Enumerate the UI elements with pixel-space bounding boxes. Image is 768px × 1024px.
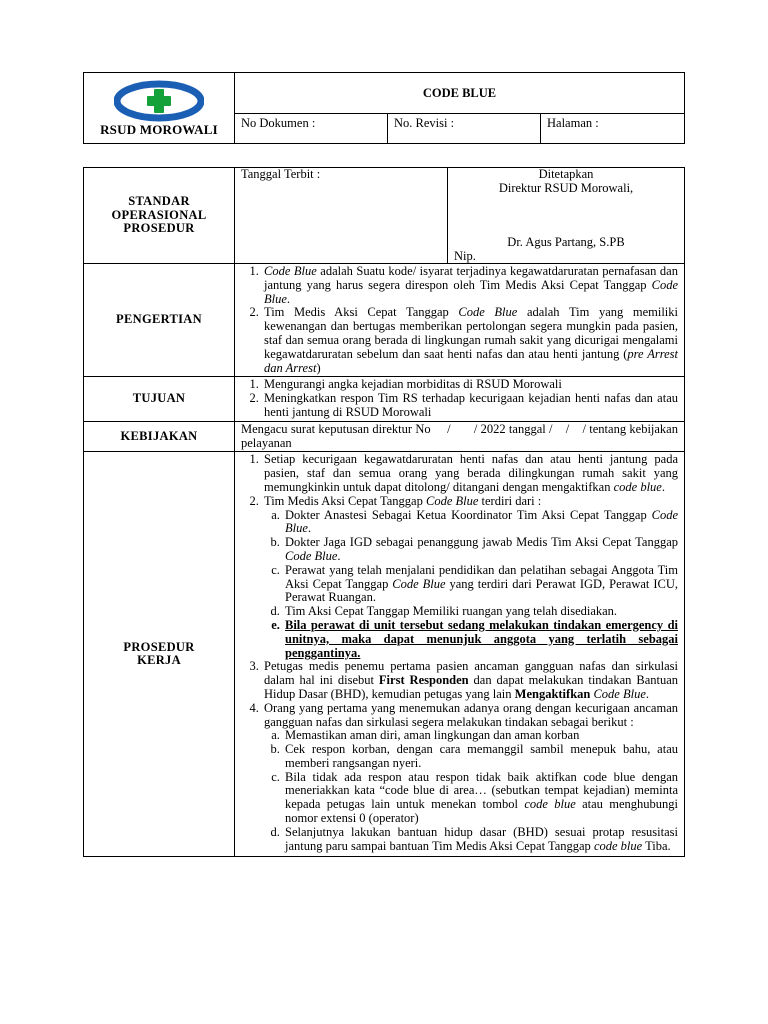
sub-list-item: b. Cek respon korban, dengan cara memanggil sambil menepuk bahu, atau memberi rangsangan nyeri. <box>283 743 678 771</box>
sub-list-item: c. Bila tidak ada respon atau respon tidak baik aktifkan code blue dengan meneriakkan kata “code blue di area… (sebutkan tempat kejadian) meminta kepada petugas lain untuk menekan tombol code blue atau menghubungi nomor extensi 0 (operator) <box>283 771 678 826</box>
nip-label: Nip. <box>454 249 476 263</box>
tujuan-row <box>84 377 685 421</box>
sop-row <box>84 168 685 264</box>
sub-list-item: b. Dokter Jaga IGD sebagai penanggung jawab Medis Tim Aksi Cepat Tanggap Code Blue. <box>283 536 678 564</box>
hospital-logo-icon <box>114 80 204 122</box>
ditetapkan-label: Ditetapkan <box>538 167 594 181</box>
tanggal-terbit-cell <box>235 168 448 264</box>
sop-label-line: OPERASIONAL <box>111 207 207 222</box>
pengertian-content <box>235 264 685 377</box>
tujuan-label: TUJUAN <box>84 377 235 421</box>
list-item: 3. Petugas medis penemu pertama pasien ancaman gangguan nafas dan sirkulasi dalam hal ini disebut First Responden dan dapat melakukan tindakan Bantuan Hidup Dasar (BHD), kemudian petugas yang lain Mengaktifkan Code Blue. <box>262 660 678 701</box>
sop-label-line: PROSEDUR <box>123 221 195 236</box>
kebijakan-label: KEBIJAKAN <box>84 421 235 452</box>
hospital-name: RSUD MOROWALI <box>100 122 218 137</box>
prosedur-row <box>84 452 685 857</box>
no-dokumen-field: No Dokumen : <box>235 114 388 144</box>
prosedur-label <box>84 452 235 857</box>
tanggal-terbit: Tanggal Terbit : <box>241 167 321 181</box>
kebijakan-content: Mengacu surat keputusan direktur No / / 2022 tanggal / / / tentang kebijakan pelayanan <box>235 421 685 452</box>
sub-list-item: d. Tim Aksi Cepat Tanggap Memiliki ruangan yang telah disediakan. <box>283 605 678 619</box>
document-header <box>83 72 685 144</box>
list-item: 1. Setiap kecurigaan kegawatdaruratan henti nafas dan atau henti jantung pada pasien, staf dan semua orang yang berada dilingkungan rumah sakit yang memungkinkin untuk dapat ditolong/ ditangani dengan mengaktifkan code blue. <box>262 453 678 494</box>
direktur-title: Direktur RSUD Morowali, <box>498 180 634 195</box>
prosedur-content <box>235 452 685 857</box>
pengertian-label: PENGERTIAN <box>84 264 235 377</box>
sub-list-item-emphasized: e. Bila perawat di unit tersebut sedang melakukan tindakan emergency di unitnya, maka dapat menunjuk anggota yang terlatih sebagai penggantinya. <box>283 619 678 660</box>
list-item: 1. Mengurangi angka kejadian morbiditas di RSUD Morowali <box>262 378 678 392</box>
halaman-field: Halaman : <box>541 114 685 144</box>
list-item: 4. Orang yang pertama yang menemukan adanya orang dengan kecurigaan ancaman gangguan nafas dan sirkulasi segera melakukan tindakan sebagai berikut : a. Memastikan aman diri, aman lingkungan dan aman korban b. Cek respon korban, dengan cara memanggil sambil menepuk bahu, atau memberi rangsangan nyeri. c. Bila tidak ada respon atau respon tidak baik aktifkan code blue dengan meneriakkan kata “code blue di area… (sebutkan tempat kejadian) meminta kepada petugas lain untuk menekan tombol code blue atau menghubungi nomor extensi 0 (operator) d. Selanjutnya lakukan bantuan hidup dasar (BHD) sesuai protap resusitasi jantung paru sampai bantuan Tim Medis Aksi Cepat Tanggap code blue Tiba. <box>262 702 678 854</box>
sub-list-item: d. Selanjutnya lakukan bantuan hidup dasar (BHD) sesuai protap resusitasi jantung paru sampai bantuan Tim Medis Aksi Cepat Tanggap code blue Tiba. <box>283 826 678 854</box>
sub-list-item: a. Memastikan aman diri, aman lingkungan dan aman korban <box>283 729 678 743</box>
pengertian-row <box>84 264 685 377</box>
sop-table <box>83 167 685 857</box>
no-revisi-field: No. Revisi : <box>388 114 541 144</box>
list-item: 1. Code Blue adalah Suatu kode/ isyarat terjadinya kegawatdaruratan pernafasan dan jantung yang harus segera direspon oleh Tim Medis Aksi Cepat Tanggap Code Blue. <box>262 265 678 306</box>
document-title: CODE BLUE <box>235 73 685 114</box>
list-item: 2. Meningkatkan respon Tim RS terhadap kecurigaan kejadian henti nafas dan atau henti jantung di RSUD Morowali <box>262 392 678 420</box>
signatory-name: Dr. Agus Partang, S.PB <box>507 235 625 249</box>
list-item: 2. Tim Medis Aksi Cepat Tanggap Code Blue terdiri dari : a. Dokter Anastesi Sebagai Ketua Koordinator Tim Aksi Cepat Tanggap Code Blue. b. Dokter Jaga IGD sebagai penanggung jawab Medis Tim Aksi Cepat Tanggap Code Blue. c. Perawat yang telah menjalani pendidikan dan pelatihan sebagai Anggota Tim Aksi Cepat Tanggap Code Blue yang terdiri dari Perawat IGD, Perawat ICU, Perawat Ruangan. d. Tim Aksi Cepat Tanggap Memiliki ruangan yang telah disediakan. e. Bila perawat di unit tersebut sedang melakukan tindakan emergency di unitnya, maka dapat menunjuk anggota yang terlatih sebagai penggantinya. <box>262 495 678 661</box>
logo-cell <box>84 73 235 144</box>
sop-label <box>84 168 235 264</box>
sub-list-item: a. Dokter Anastesi Sebagai Ketua Koordinator Tim Aksi Cepat Tanggap Code Blue. <box>283 509 678 537</box>
ditetapkan-cell <box>448 168 685 264</box>
tujuan-content <box>235 377 685 421</box>
prosedur-label-line: PROSEDUR <box>123 639 195 654</box>
sop-label-line: STANDAR <box>128 193 190 208</box>
kebijakan-row <box>84 421 685 452</box>
list-item: 2. Tim Medis Aksi Cepat Tanggap Code Blue adalah Tim yang memiliki kewenangan dan bertugas memberikan pertolongan segera mungkin pada pasien, staf dan semua orang berada di lingkungan rumah sakit yang dicurigai mengalami kegawatdaruratan sebelum dan saat henti nafas dan atau henti jantung (pre Arrest dan Arrest) <box>262 306 678 375</box>
sub-list-item: c. Perawat yang telah menjalani pendidikan dan pelatihan sebagai Anggota Tim Aksi Cepat Tanggap Code Blue yang terdiri dari Perawat IGD, Perawat ICU, Perawat Ruangan. <box>283 564 678 605</box>
prosedur-label-line: KERJA <box>137 653 181 668</box>
